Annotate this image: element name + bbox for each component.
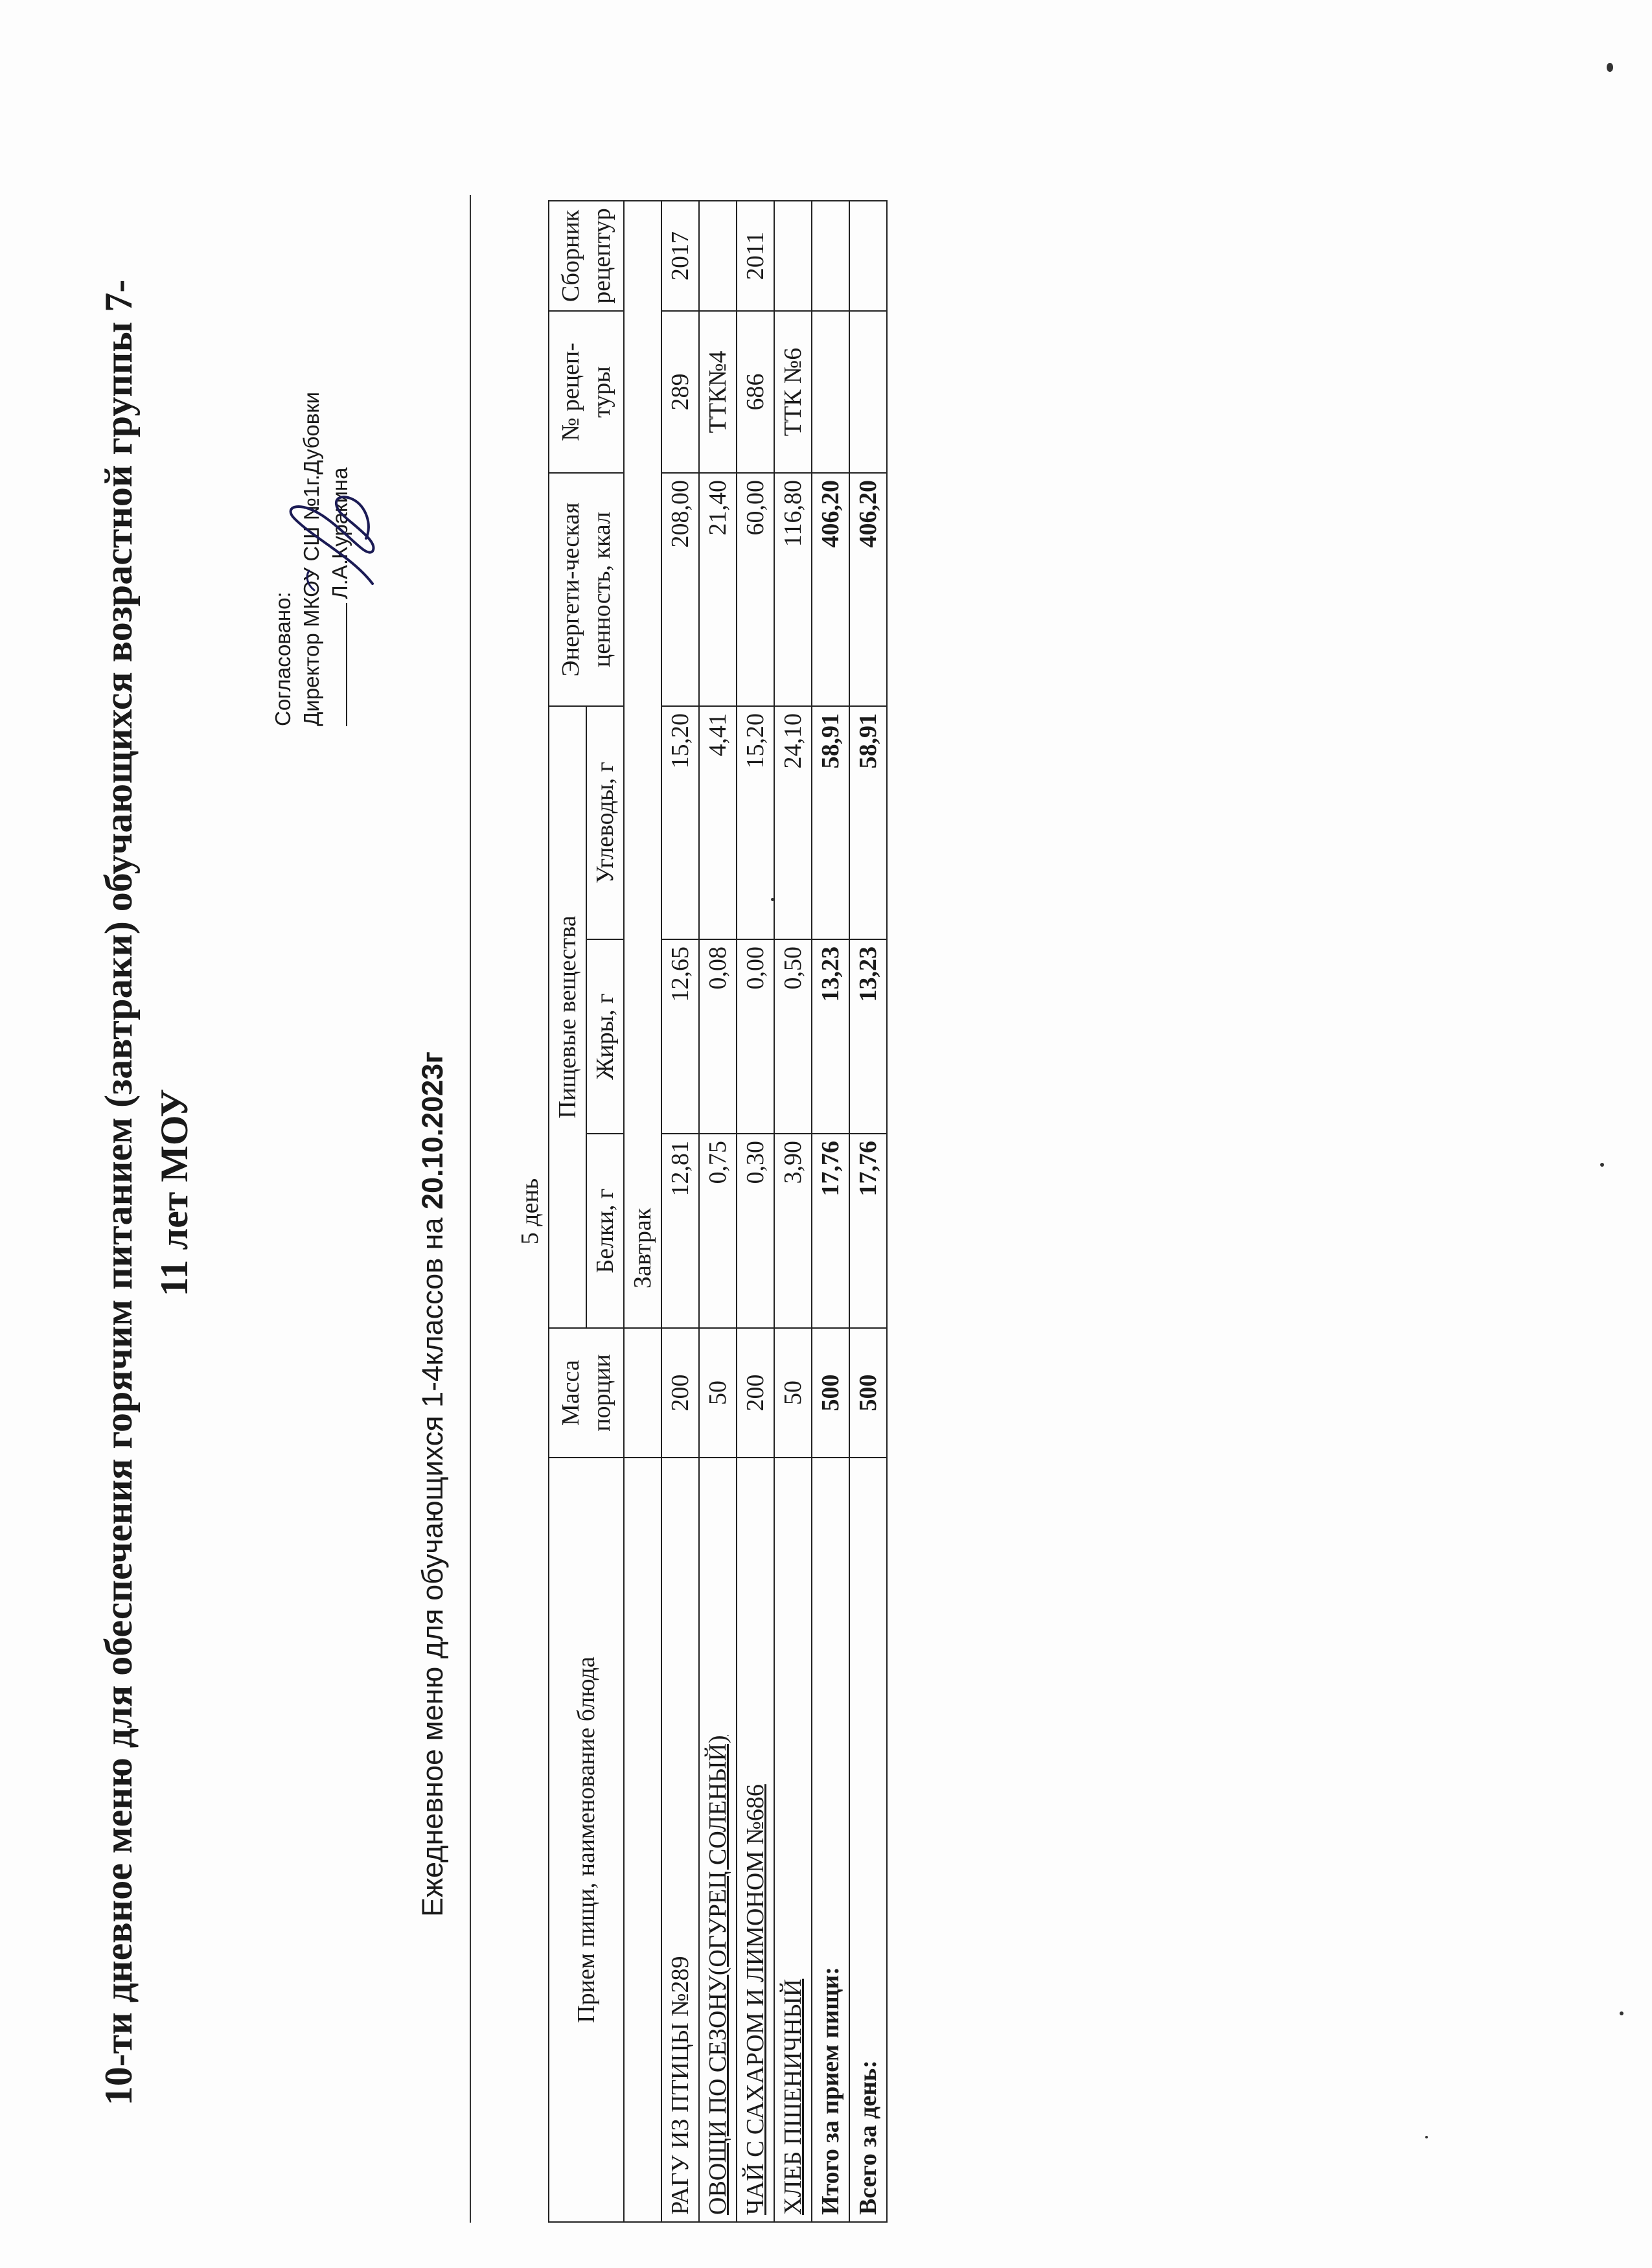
row-proteins: 12,81: [661, 1134, 699, 1328]
header-fats: Жиры, г: [586, 939, 624, 1134]
row-carbs: 15,20: [661, 706, 699, 939]
row-energy: 21,40: [699, 473, 737, 706]
approval-agreed: Согласовано:: [271, 591, 295, 726]
menu-subtitle-text: Ежедневное меню для обучающихся 1-4классов на: [416, 1209, 449, 1917]
row-energy: 208,00: [661, 473, 699, 706]
row-carbs: 15,20: [737, 706, 774, 939]
row-fats: 12,65: [661, 939, 699, 1134]
subtotal-carbs: 58,91: [812, 706, 849, 939]
total-empty-cell: [849, 311, 887, 473]
total-label: Всего за день:: [849, 1458, 887, 2222]
title-line-1: 10-ти дневное меню для обеспечения горячим питанием (завтраки) обучающихся возрастной группы 7-: [97, 279, 140, 2106]
row-energy: 60,00: [737, 473, 774, 706]
row-recipe: ТТК№4: [699, 311, 737, 473]
header-nutrients: Пищевые вещества: [549, 706, 586, 1328]
total-empty-cell: [849, 201, 887, 311]
total-row: [849, 201, 887, 2222]
header-recipe-no: № рецеп-туры: [549, 311, 624, 473]
title-line-2: 11 лет МОУ: [153, 1088, 196, 1297]
total-mass: 500: [849, 1328, 887, 1458]
row-dish: ОВОЩИ ПО СЕЗОНУ(ОГУРЕЦ СОЛЕНЫЙ): [699, 1458, 737, 2222]
row-fats: 0,00: [737, 939, 774, 1134]
header-proteins: Белки, г: [586, 1134, 624, 1328]
subtotal-mass: 500: [812, 1328, 849, 1458]
header-energy: Энергети-ческая ценность, ккал: [549, 473, 624, 706]
header-mass: Масса порции: [549, 1328, 624, 1458]
subtotal-proteins: 17,76: [812, 1134, 849, 1328]
menu-date: 20.10.2023г: [416, 1051, 449, 1210]
header-carbs: Углеводы, г: [586, 706, 624, 939]
day-row: [512, 201, 549, 2222]
approval-signer: Л.А.Куракина: [328, 467, 352, 599]
meal-empty-cell: [624, 1458, 661, 2222]
total-energy: 406,20: [849, 473, 887, 706]
subtotal-empty-cell: [812, 201, 849, 311]
total-proteins: 17,76: [849, 1134, 887, 1328]
meal-empty-cell: [624, 1328, 661, 1458]
row-fats: 0,08: [699, 939, 737, 1134]
approval-block: [269, 208, 354, 726]
meal-row: [624, 201, 661, 2222]
meal-label: Завтрак: [624, 201, 661, 1328]
row-proteins: 0,30: [737, 1134, 774, 1328]
row-proteins: 0,75: [699, 1134, 737, 1328]
row-collection: 2017: [661, 201, 699, 311]
row-recipe: ТТК №6: [774, 311, 812, 473]
row-mass: 200: [661, 1328, 699, 1458]
subtotal-fats: 13,23: [812, 939, 849, 1134]
header-dish: Прием пищи, наименование блюда: [549, 1458, 624, 2222]
row-mass: 50: [774, 1328, 812, 1458]
row-collection: 2011: [737, 201, 774, 311]
header-row-1: [549, 201, 586, 2222]
row-mass: 50: [699, 1328, 737, 1458]
row-recipe: 686: [737, 311, 774, 473]
document-title: [91, 221, 202, 2164]
table-row: [699, 201, 737, 2222]
table-row: [661, 201, 699, 2222]
subtotal-empty-cell: [812, 311, 849, 473]
row-collection: [774, 201, 812, 311]
row-dish: ЧАЙ С САХАРОМ И ЛИМОНОМ №686: [737, 1458, 774, 2222]
approval-director: Директор МКОУ СШ №1г.Дубовки: [299, 391, 323, 726]
row-proteins: 3,90: [774, 1134, 812, 1328]
subtotal-row: [812, 201, 849, 2222]
subtotal-label: Итого за прием пищи:: [812, 1458, 849, 2222]
row-fats: 0,50: [774, 939, 812, 1134]
row-carbs: 24,10: [774, 706, 812, 939]
row-mass: 200: [737, 1328, 774, 1458]
handwritten-signature: [275, 461, 392, 597]
total-carbs: 58,91: [849, 706, 887, 939]
scan-speck: [1425, 2136, 1428, 2138]
signature-line: [346, 603, 347, 726]
scan-speck: [1600, 1163, 1604, 1167]
row-collection: [699, 201, 737, 311]
scan-speck: [1620, 2011, 1623, 2015]
menu-table: [512, 200, 888, 2223]
day-label: 5 день: [516, 1178, 544, 1245]
header-collection: Сборник рецептур: [549, 201, 624, 311]
table-row: [774, 201, 812, 2222]
row-carbs: 4,41: [699, 706, 737, 939]
menu-subtitle: [415, 700, 451, 2268]
scan-speck: [1607, 63, 1613, 72]
row-dish: ХЛЕБ ПШЕНИЧНЫЙ: [774, 1458, 812, 2222]
subtotal-energy: 406,20: [812, 473, 849, 706]
row-recipe: 289: [661, 311, 699, 473]
table-row: [737, 201, 774, 2222]
row-energy: 116,80: [774, 473, 812, 706]
total-fats: 13,23: [849, 939, 887, 1134]
top-rule: [470, 195, 471, 2223]
row-dish: РАГУ ИЗ ПТИЦЫ №289: [661, 1458, 699, 2222]
scan-speck: [771, 898, 774, 901]
